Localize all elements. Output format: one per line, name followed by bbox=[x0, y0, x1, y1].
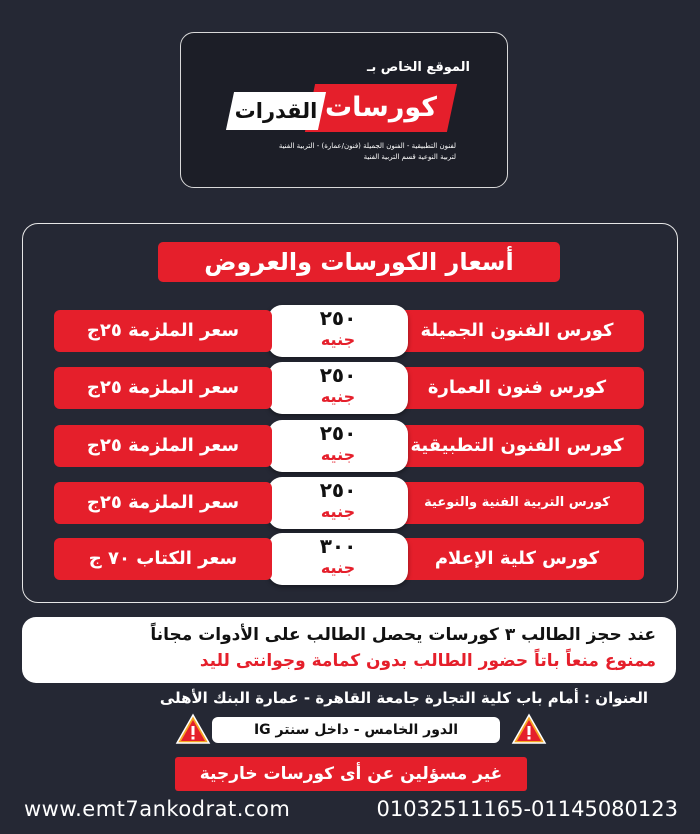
disclaimer-banner: غير مسؤلين عن أى كورسات خارجية bbox=[175, 757, 527, 791]
course-label: كورس فنون العمارة bbox=[390, 367, 644, 409]
warning-icon bbox=[175, 713, 211, 745]
price-number: ٢٥٠ bbox=[319, 478, 357, 502]
course-label: كورس التربية الفنية والنوعية bbox=[390, 482, 644, 524]
header-subtitle-2: لتربية النوعية قسم التربية الفنية bbox=[363, 153, 456, 161]
price-unit: جنيه bbox=[320, 387, 356, 406]
price-box bbox=[268, 477, 408, 529]
brand-name-red: كورسات bbox=[325, 92, 437, 123]
price-unit: جنيه bbox=[320, 330, 356, 349]
brand-name-white: القدرات bbox=[234, 99, 318, 123]
phone-numbers: 01032511165-01145080123 bbox=[376, 797, 678, 821]
address-text: العنوان : أمام باب كلية التجارة جامعة القاهرة - عمارة البنك الأهلى bbox=[159, 689, 648, 707]
header-subtitle-1: لفنون التطبيقية - الفنون الجميلة (فنون/عمارة) - التربية الفنية bbox=[278, 142, 456, 150]
booklet-price: سعر الملزمة ٢٥ج bbox=[54, 482, 272, 524]
price-row bbox=[54, 421, 644, 467]
panel-title: أسعار الكورسات والعروض bbox=[158, 242, 560, 282]
price-box bbox=[268, 420, 408, 472]
price-number: ٢٥٠ bbox=[319, 306, 357, 330]
price-row bbox=[54, 478, 644, 524]
floor-text: الدور الخامس - داخل سنتر IG bbox=[253, 722, 459, 738]
offer-notice: عند حجز الطالب ٣ كورسات يحصل الطالب على الأدوات مجاناً bbox=[150, 625, 656, 645]
price-unit: جنيه bbox=[320, 445, 356, 464]
price-row bbox=[54, 363, 644, 409]
price-number: ٢٥٠ bbox=[319, 421, 357, 445]
website-link[interactable]: www.emt7ankodrat.com bbox=[24, 797, 291, 821]
course-label: كورس الفنون الجميلة bbox=[390, 310, 644, 352]
booklet-price: سعر الملزمة ٢٥ج bbox=[54, 425, 272, 467]
price-unit: جنيه bbox=[320, 558, 356, 577]
warning-icon bbox=[511, 713, 547, 745]
price-box bbox=[268, 533, 408, 585]
price-unit: جنيه bbox=[320, 502, 356, 521]
price-number: ٢٥٠ bbox=[319, 363, 357, 387]
price-row bbox=[54, 306, 644, 352]
booklet-price: سعر الملزمة ٢٥ج bbox=[54, 310, 272, 352]
mask-notice: ممنوع منعاً باتاً حضور الطالب بدون كمامة وجوانتى لليد bbox=[199, 651, 656, 671]
price-box bbox=[268, 305, 408, 357]
header-intro: الموقع الخاص بـ bbox=[366, 60, 470, 75]
booklet-price: سعر الملزمة ٢٥ج bbox=[54, 367, 272, 409]
booklet-price: سعر الكتاب ٧٠ ج bbox=[54, 538, 272, 580]
price-row bbox=[54, 534, 644, 580]
course-label: كورس كلية الإعلام bbox=[390, 538, 644, 580]
price-box bbox=[268, 362, 408, 414]
course-label: كورس الفنون التطبيقية bbox=[390, 425, 644, 467]
price-number: ٣٠٠ bbox=[319, 534, 357, 558]
